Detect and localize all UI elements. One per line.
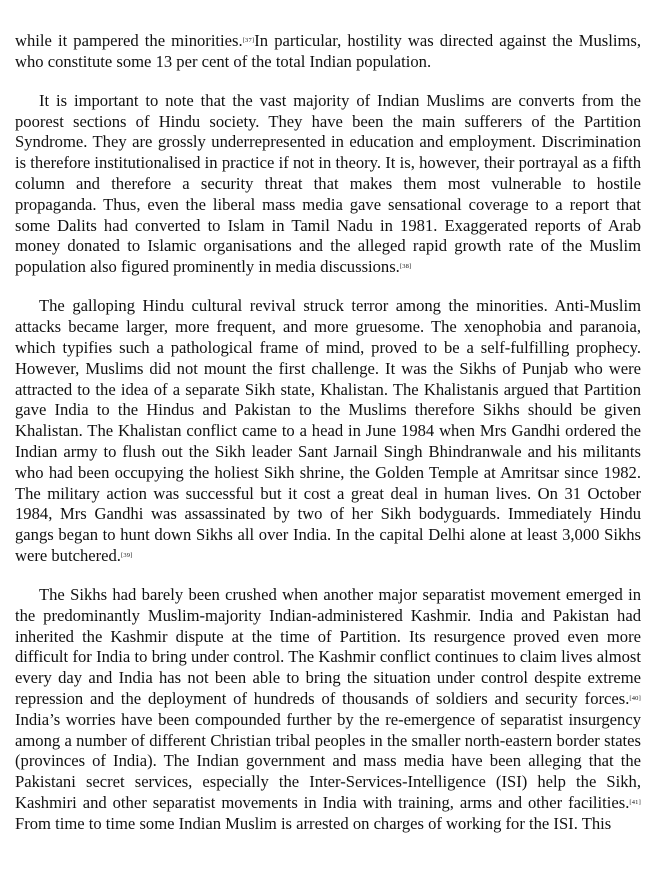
footnote-ref[interactable]: [41] xyxy=(629,798,641,806)
paragraph-text: It is important to note that the vast majority of Indian Muslims are converts from the poorest sections of Hindu society. They have been the main sufferers of the Partition Syndrome. They are grossly underrepresented in education and employment. Discrimination is therefore institutionalised in practice if not in theory. It is, however, their portrayal as a fifth column and therefore a security threat that makes them most vulnerable to hostile propaganda. Thus, even the liberal mass media gave sensational coverage to a report that some Dalits had converted to Islam in Tamil Nadu in 1981. Exaggerated reports of Arab money donated to Islamic organisations and the alleged rapid growth rate of the Muslim population also figured prominently in media discussions. xyxy=(15,90,641,277)
footnote-ref[interactable]: [38] xyxy=(399,263,412,271)
paragraph-text: The galloping Hindu cultural revival struck terror among the minorities. Anti-Muslim attacks became larger, more frequent, and more gruesome. The xenophobia and paranoia, which typifies such a pathological frame of mind, proved to be a self-fulfilling prophecy. However, Muslims did not mount the first challenge. It was the Sikhs of Punjab who were attracted to the idea of a separate Sikh state, Khalistan. The Khalistanis argued that Partition gave India to the Hindus and Pakistan to the Muslims therefore Sikhs should be given Khalistan. The Khalistan conflict came to a head in June 1984 when Mrs Gandhi ordered the Indian army to flush out the Sikh leader Sant Jarnail Singh Bhindranwale and his militants who had been occupying the holiest Sikh shrine, the Golden Temple at Amritsar since 1982. The military action was successful but it cost a great deal in human lives. On 31 October 1984, Mrs Gandhi was assassinated by two of her Sikh bodyguards. Immediately Hindu gangs began to hunt down Sikhs all over India. In the capital Delhi alone at least 3,000 Sikhs were butchered. xyxy=(15,296,641,565)
paragraph-text: while it pampered the minorities. xyxy=(15,31,243,50)
footnote-ref[interactable]: [40] xyxy=(629,695,641,702)
paragraph-text: In particular, hostility was directed against the Muslims, who constitute some 13 per cent of the total Indian population. xyxy=(15,31,642,71)
paragraph-text: The Sikhs had barely been crushed when another major separatist movement emerged in the predominantly Muslim-majority Indian-administered Kashmir. India and Pakistan had inherited the Kashmir dispute at the time of Partition. Its resurgence proved even more difficult for India to bring under control. The Kashmir conflict continues to claim lives almost every day and India has not been able to bring the situation under control despite extreme repression and the deployment of hundreds of thousands of soldiers and security forces. xyxy=(15,585,641,708)
document-page xyxy=(15,31,641,853)
paragraph xyxy=(15,91,641,278)
paragraph-text: From time to time some Indian Muslim is arrested on charges of working for the ISI. This xyxy=(15,813,612,833)
footnote-ref[interactable]: [39] xyxy=(120,551,133,559)
paragraph-text: India’s worries have been compounded further by the re-emergence of separatist insurgency among a number of different Christian tribal peoples in the smaller north-eastern border states (provinces of India). The Indian government and mass media have been alleging that the Pakistani secret services, especially the Inter-Services-Intelligence (ISI) help the Sikh, Kashmiri and other separatist movements in India with training, arms and other facilities. xyxy=(15,709,641,812)
paragraph xyxy=(15,31,641,73)
paragraph xyxy=(15,585,641,835)
footnote-ref[interactable]: [37] xyxy=(242,37,255,44)
paragraph xyxy=(15,296,641,566)
